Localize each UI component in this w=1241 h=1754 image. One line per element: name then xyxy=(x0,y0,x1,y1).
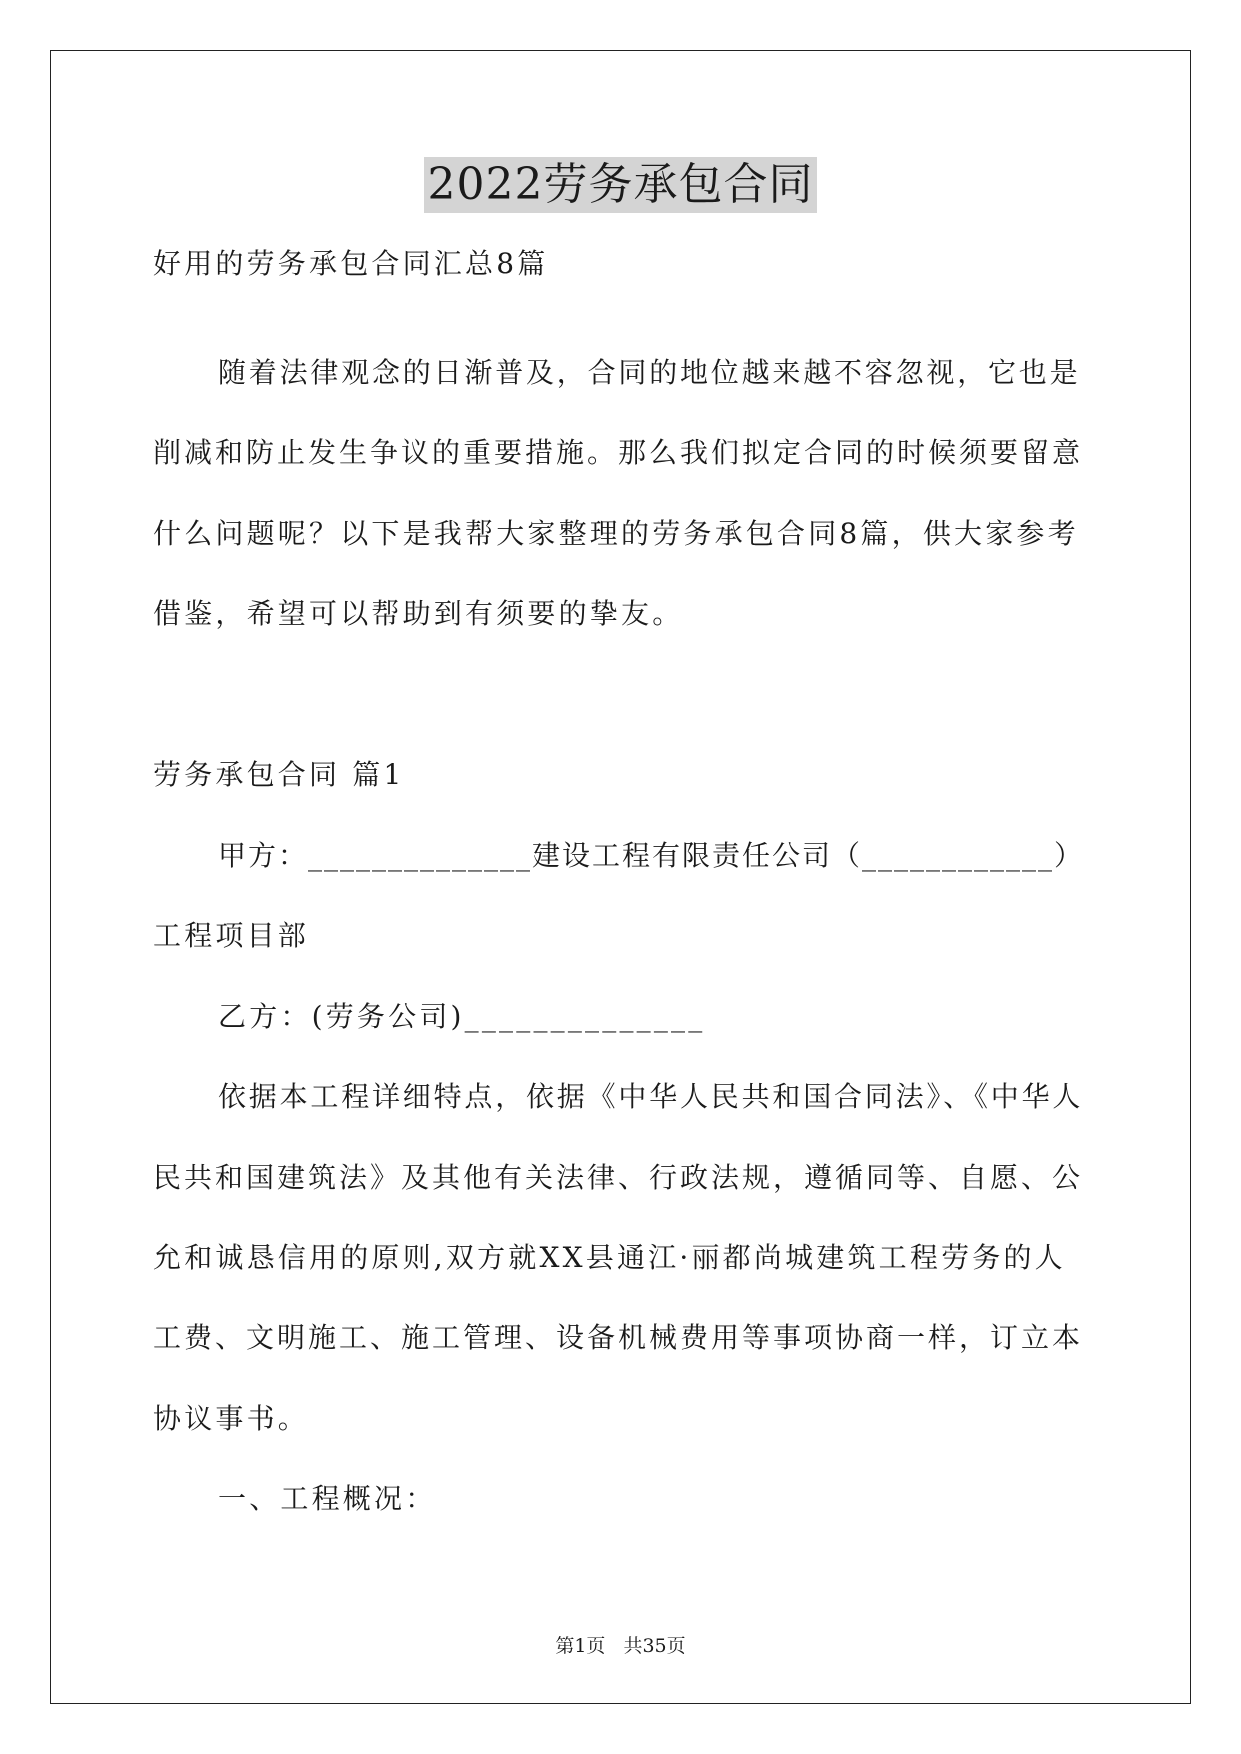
basis-line-1: 依据本工程详细特点，依据《中华人民共和国合同法》、《中华人 xyxy=(218,1080,1084,1113)
party-a-line: 甲方：______________建设工程有限责任公司（____________） xyxy=(218,839,1085,872)
party-b-line: 乙方：(劳务公司)______________ xyxy=(218,1000,706,1033)
page-total: 共35页 xyxy=(623,1635,686,1657)
basis-line-4: 工费、文明施工、施工管理、设备机械费用等事项协商一样，订立本 xyxy=(153,1321,1084,1354)
page-border xyxy=(50,50,1191,1704)
party-a-dept: 工程项目部 xyxy=(153,919,310,952)
page-footer xyxy=(0,1634,1241,1658)
basis-line-5: 协议事书。 xyxy=(153,1402,310,1435)
intro-line-4: 借鉴，希望可以帮助到有须要的挚友。 xyxy=(153,597,684,630)
subtitle: 好用的劳务承包合同汇总8篇 xyxy=(153,247,549,280)
intro-line-3: 什么问题呢？以下是我帮大家整理的劳务承包合同8篇，供大家参考 xyxy=(153,517,1079,550)
page-number: 第1页 xyxy=(555,1635,606,1657)
intro-line-1: 随着法律观念的日渐普及，合同的地位越来越不容忽视，它也是 xyxy=(218,356,1081,389)
clause-heading-1: 一、工程概况： xyxy=(218,1482,437,1515)
title-wrap xyxy=(0,157,1241,213)
intro-line-2: 削减和防止发生争议的重要措施。那么我们拟定合同的时候须要留意 xyxy=(153,436,1084,469)
document-title: 2022劳务承包合同 xyxy=(424,157,818,213)
basis-line-3: 允和诚恳信用的原则,双方就XX县通江·丽都尚城建筑工程劳务的人 xyxy=(153,1241,1066,1274)
basis-line-2: 民共和国建筑法》及其他有关法律、行政法规，遵循同等、自愿、公 xyxy=(153,1161,1084,1194)
section-heading: 劳务承包合同 篇1 xyxy=(153,758,405,791)
